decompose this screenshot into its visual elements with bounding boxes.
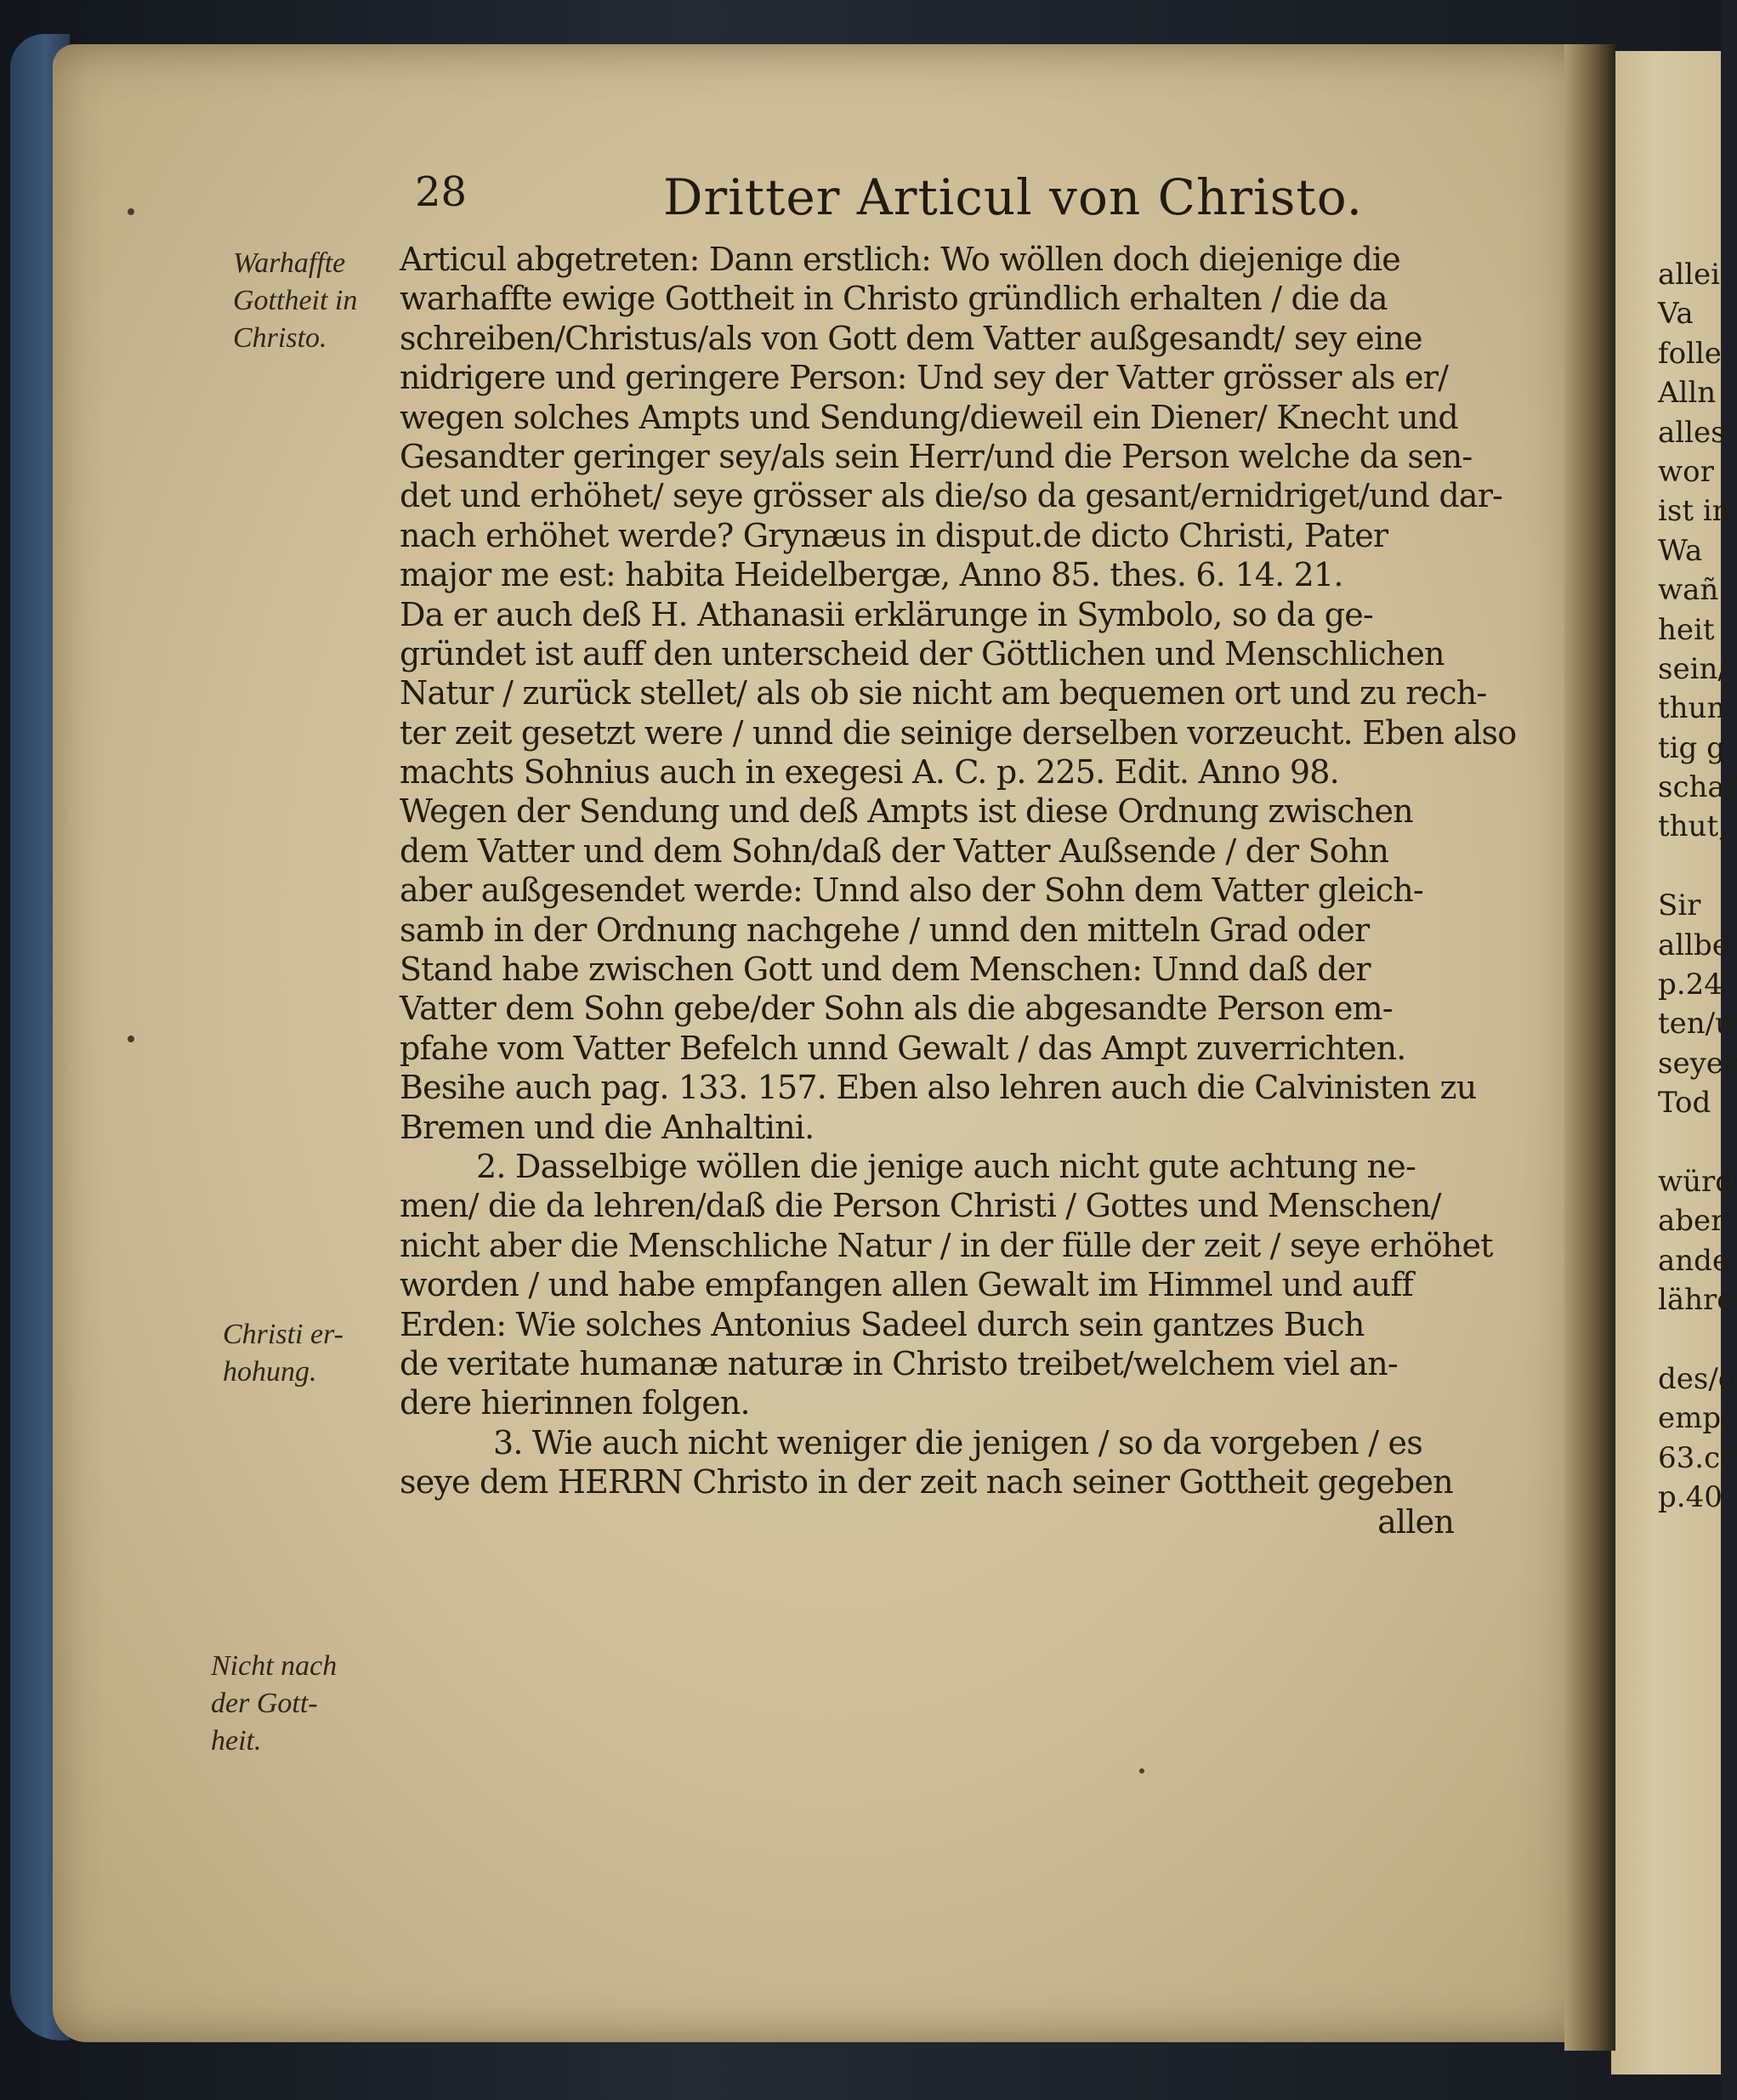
text-line: warhaffte ewige Gottheit in Christo gründlich erhalten / die da: [400, 280, 1388, 318]
fragment-line: Va: [1658, 297, 1694, 332]
fragment-line: schaf: [1658, 770, 1736, 805]
text-line: major me est: habita Heidelbergæ, Anno 85. thes. 6. 14. 21.: [400, 556, 1343, 594]
fragment-line: empf: [1658, 1401, 1732, 1436]
text-line: seye dem HERRN Christo in der zeit nach seiner Gottheit gegeben: [400, 1463, 1453, 1501]
fragment-line: würd: [1658, 1164, 1734, 1199]
marginal-note-nicht-nach: [211, 1648, 337, 1760]
paper-speck: [128, 1036, 134, 1042]
fragment-line: folle: [1658, 336, 1722, 371]
paper-speck: [1139, 1768, 1144, 1774]
marginal-line: Gottheit in: [233, 285, 358, 316]
fragment-line: Tod: [1658, 1086, 1711, 1121]
text-line: aber außgesendet werde: Unnd also der Sohn dem Vatter gleich-: [400, 871, 1423, 910]
page-number: 28: [415, 168, 468, 216]
fragment-line: ist in: [1658, 494, 1731, 529]
text-line: nicht aber die Menschliche Natur / in der fülle der zeit / seye erhöhet: [400, 1226, 1493, 1264]
text-line: nach erhöhet werde? Grynæus in disput.de dicto Christi, Pater: [400, 516, 1388, 554]
page-header: [0, 168, 1564, 236]
marginal-note-erhohung: [223, 1316, 343, 1391]
fragment-line: wañ: [1658, 573, 1719, 608]
fragment-line: thun: [1658, 691, 1726, 726]
fragment-line: Sir: [1658, 888, 1701, 923]
fragment-line: seyer: [1658, 1046, 1737, 1081]
text-line: pfahe vom Vatter Befelch unnd Gewalt / das Ampt zuverrichten.: [400, 1029, 1406, 1067]
text-line: Erden: Wie solches Antonius Sadeel durch sein gantzes Buch: [400, 1305, 1365, 1343]
text-line: dem Vatter und dem Sohn/daß der Vatter Außsende / der Sohn: [400, 831, 1389, 870]
text-line: Gesandter geringer sey/als sein Herr/und die Person welche da sen-: [400, 437, 1473, 475]
fragment-line: thut,: [1658, 809, 1728, 844]
marginal-line: der Gott-: [211, 1688, 318, 1719]
body-text: [400, 240, 1522, 1541]
text-line: Stand habe zwischen Gott und dem Menschen: Unnd daß der: [400, 951, 1371, 989]
fragment-line: ande: [1658, 1243, 1730, 1278]
fragment-line: [1658, 847, 1721, 886]
text-line: nidrigere und geringere Person: Und sey der Vatter grösser als er/: [400, 359, 1449, 397]
fragment-line: des/o: [1658, 1361, 1736, 1396]
marginal-line: Christi er-: [223, 1319, 343, 1350]
text-line: samb in der Ordnung nachgehe / unnd den mitteln Grad oder: [400, 911, 1370, 949]
text-line: men/ die da lehren/daß die Person Christi / Gottes und Menschen/: [400, 1187, 1441, 1225]
fragment-line: p.24: [1658, 968, 1723, 1002]
text-line: schreiben/Christus/als von Gott dem Vatter außgesandt/ sey eine: [400, 319, 1422, 357]
fragment-line: wor: [1658, 454, 1714, 489]
text-line: Besihe auch pag. 133. 157. Eben also lehren auch die Calvinisten zu: [400, 1069, 1477, 1107]
marginal-note-gottheit: [233, 245, 357, 357]
fragment-line: sein/: [1658, 651, 1728, 686]
fragment-line: lähre: [1658, 1283, 1734, 1318]
fragment-line: alles: [1658, 415, 1726, 450]
fragment-line: ten/u: [1658, 1007, 1734, 1041]
fragment-line: Wa: [1658, 533, 1703, 568]
text-line: machts Sohnius auch in exegesi A. C. p. 225. Edit. Anno 98.: [400, 753, 1339, 792]
marginal-line: Warhaffte: [233, 247, 346, 279]
text-line: Wegen der Sendung und deß Ampts ist diese Ordnung zwischen: [400, 792, 1413, 831]
fragment-line: [1658, 1123, 1721, 1162]
fragment-line: allei: [1658, 258, 1721, 292]
text-line: Articul abgetreten: Dann erstlich: Wo wöllen doch diejenige die: [400, 241, 1400, 278]
fragment-line: aber: [1658, 1204, 1725, 1239]
page-gutter: [1564, 44, 1615, 2051]
fragment-line: tig g: [1658, 730, 1725, 765]
text-line: 2. Dasselbige wöllen die jenige auch nicht gute achtung ne-: [476, 1147, 1416, 1185]
fragment-line: heit: [1658, 612, 1715, 647]
text-line: det und erhöhet/ seye grösser als die/so da gesant/ernidriget/und dar-: [400, 477, 1503, 515]
running-title: Dritter Articul von Christo.: [663, 168, 1364, 226]
marginal-line: heit.: [211, 1725, 262, 1757]
text-line: Natur / zurück stellet/ als ob sie nicht am bequemen ort und zu rech-: [400, 674, 1487, 712]
text-line: gründet ist auff den unterscheid der Göttlichen und Menschlichen: [400, 634, 1445, 673]
text-line: Vatter dem Sohn gebe/der Sohn als die abgesandte Person em-: [400, 990, 1393, 1028]
facing-page-text: [1658, 255, 1737, 1518]
text-line: dere hierinnen folgen.: [400, 1384, 750, 1422]
fragment-line: 63.cc: [1658, 1440, 1737, 1475]
marginal-line: Christo.: [233, 322, 327, 354]
paper-speck: [128, 208, 134, 215]
text-line: de veritate humanæ naturæ in Christo treibet/welchem viel an-: [400, 1344, 1398, 1382]
catchword: allen: [1377, 1502, 1454, 1541]
text-line: 3. Wie auch nicht weniger die jenigen / so da vorgeben / es: [493, 1423, 1422, 1461]
text-line: Bremen und die Anhaltini.: [400, 1108, 815, 1146]
text-line: ter zeit gesetzt were / unnd die seinige derselben vorzeucht. Eben also: [400, 713, 1517, 752]
fragment-line: p.40: [1658, 1480, 1723, 1515]
fragment-line: Alln: [1658, 376, 1717, 411]
fragment-line: [1658, 1320, 1721, 1359]
marginal-line: Nicht nach: [211, 1650, 338, 1682]
fragment-line: allbe: [1658, 928, 1729, 962]
marginal-line: hohung.: [223, 1356, 317, 1388]
text-line: worden / und habe empfangen allen Gewalt im Himmel und auff: [400, 1266, 1413, 1304]
text-line: Da er auch deß H. Athanasii erklärunge in Symbolo, so da ge-: [400, 595, 1373, 633]
text-line: wegen solches Ampts und Sendung/dieweil ein Diener/ Knecht und: [400, 398, 1458, 436]
